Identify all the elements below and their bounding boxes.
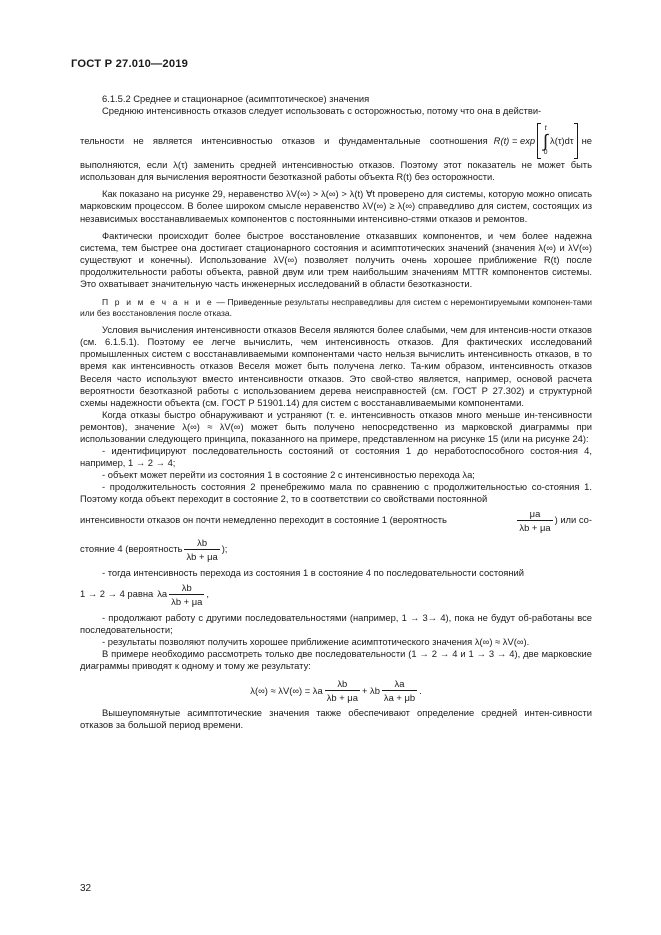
formula-end: . — [419, 684, 422, 696]
bullet-3-end-pre: стояние 4 (вероятность — [80, 542, 183, 554]
fraction-numerator: λa — [382, 678, 417, 691]
paragraph-5: Когда отказы быстро обнаруживают и устраняют (т. е. интенсивность отказов много меньше ин-тенсивности ремонтов), значение λ(∞) ≈ λV(∞) может быть получено непосредственно из марковской диаграммы при использовании следующего принципа, показанного на примере, представленном на рисунке 15 (или на рисунке 24): — [80, 408, 592, 444]
integrand: λ(τ)dτ — [550, 135, 574, 147]
paragraph-4: Условия вычисления интенсивности отказов Веселя являются более слабыми, чем для интенсив-ности отказов (см. 6.1.5.1). Поэтому ее легче вычислить, чем интенсивность отказов. Для фактических исследований промышленных систем с восстанавливаемыми компонентами часто нельзя вычислить интенсивность отказов, в то время как интенсивность отказов Веселя может быть получена легко. Та-ким образом, интенсивность отказов Веселя часто используют вместо интенсивности отказов. Это свой-ство является, например, основой расчета вероятности безотказной работы с использованием дерева неисправностей (см. ГОСТ Р 27.302) и структурной схемы надежности объекта (см. ГОСТ Р 51901.14) для систем с восстанавливаемыми компонентами. — [80, 324, 592, 408]
bullet-3: - продолжительность состояния 2 пренебрежимо мала по сравнению с продолжительностью со-стояния 1. Поэтому когда объект переходит в состояние 2, то в соответствии со свойствами постоянной — [80, 481, 592, 505]
fraction-numerator: λb — [325, 678, 360, 691]
note-text: — Приведенные результаты несправедливы для систем с неремонтируемыми компонен-тами или без восстановления после отказа. — [80, 297, 592, 318]
integral-symbol: ∫ — [543, 131, 549, 152]
bullet-3-line: интенсивности отказов он почти немедленно переходит в состояние 1 (вероятность — [80, 513, 447, 525]
fraction-denominator: λa + μb — [383, 692, 416, 704]
bullet-5: - продолжают работу с другими последовательностями (например, 1 → 3→ 4), пока не будут об-работаны все последовательности; — [80, 611, 592, 635]
formula-plus: + λb — [361, 684, 380, 696]
paragraph-2: Как показано на рисунке 29, неравенство λV(∞) > λ(∞) > λ(t) ∀t проверено для системы, которую можно описать марковским процессом. В более широком смысле неравенство λV(∞) ≥ λ(∞) справедливо для систем, состоящих из независимых восстанавливаемых компонентов с постоянными интенсивно-стями отказов и ремонтов. — [80, 188, 592, 224]
paragraph-3: Фактически происходит более быстрое восстановление отказавших компонентов, и чем более надежна система, тем быстрее она достигает стационарного состояния и асимптотических значений (значения λ(∞) и λV(∞) существуют и конечны). Использование λV(∞) позволяет получить очень хорошее приближение R(t) после продолжительности работы объекта, равной двум или трем наибольшим значениям MTTR компонентов системы. Это охватывает значительную часть инженерных исследований в области безотказности. — [80, 229, 592, 290]
page-number: 32 — [80, 883, 92, 894]
fraction-1 — [325, 678, 360, 703]
fraction-denominator: λb + μa — [519, 521, 551, 533]
document-body — [80, 93, 592, 731]
section-heading: 6.1.5.2 Среднее и стационарное (асимптотическое) значения — [102, 93, 370, 104]
fraction-numerator: λb — [169, 582, 204, 595]
bullet-3-end-post: ); — [221, 542, 228, 554]
fraction-numerator: μa — [517, 508, 552, 521]
bullet-1: - идентифицируют последовательность состояний от состояния 1 до неработоспособного состоя-ния 4, например, 1 → 2 → 4; — [80, 445, 592, 469]
paragraph-1-line-1: Среднюю интенсивность отказов следует использовать с осторожностью, потому что она в действи- — [102, 105, 542, 117]
comma: , — [206, 588, 209, 600]
bullet-3-fraction-line — [80, 508, 592, 533]
bullet-3-end-line — [80, 537, 592, 562]
paragraph-1-formula-line — [80, 123, 592, 159]
fraction-lambda-b-2 — [169, 582, 204, 607]
bullet-2: - объект может перейти из состояния 1 в состояние 2 с интенсивностью перехода λa; — [102, 469, 475, 481]
bullet-4-line — [80, 582, 592, 607]
paragraph-7: Вышеупомянутые асимптотические значения также обеспечивают определение средней интен-сивности отказов за большой период времени. — [80, 707, 592, 731]
integral-upper-limit: t — [544, 125, 547, 133]
formula-left: λ(∞) ≈ λV(∞) = λa — [250, 684, 323, 696]
fraction-denominator: λb + μa — [326, 692, 358, 704]
fraction-2 — [382, 678, 417, 703]
reliability-formula — [494, 123, 582, 159]
note — [80, 297, 592, 318]
bullet-3-after: ) или со- — [554, 513, 592, 525]
bullet-4-lambda: λa — [157, 588, 168, 600]
integral-sign — [543, 125, 548, 157]
fraction-denominator: λb + μa — [186, 550, 218, 562]
asymptotic-formula — [80, 678, 592, 703]
fraction-denominator: λb + μa — [171, 595, 203, 607]
note-label: П р и м е ч а н и е — [102, 297, 214, 308]
bullet-6: - результаты позволяют получить хорошее приближение асимптотического значения λ(∞) ≈ λV(∞). — [102, 635, 530, 647]
standard-header: ГОСТ Р 27.010—2019 — [71, 58, 189, 70]
bullet-4-text: 1 → 2 → 4 равна — [80, 588, 154, 600]
paragraph-1-line-2: тельности не является интенсивностью отказов и фундаментальные соотношения — [80, 135, 488, 147]
bracket-left — [537, 123, 541, 159]
bracket-right — [574, 123, 578, 159]
bullet-3-fraction-group — [515, 508, 592, 533]
fraction-mu-a — [517, 508, 552, 533]
fraction-lambda-b — [184, 537, 219, 562]
fraction-numerator: λb — [184, 537, 219, 550]
paragraph-6: В примере необходимо рассмотреть только две последовательности (1 → 2 → 4 и 1 → 3 → 4), две марковские диаграммы приводят к одному и тому же результату: — [80, 647, 592, 671]
integral-lower-limit: 0 — [543, 149, 548, 157]
paragraph-1-line-2-end: не — [581, 135, 592, 147]
paragraph-1-rest: выполняются, если λ(τ) заменить средней интенсивностью отказов. Поэтому этот показатель не может быть использован для вычисления вероятности безотказной работы объекта R(t) без осторожности. — [80, 159, 592, 183]
formula-lhs: R(t) = exp — [493, 135, 536, 147]
bullet-4: - тогда интенсивность перехода из состояния 1 в состояние 4 по последовательности состояний — [102, 566, 525, 578]
